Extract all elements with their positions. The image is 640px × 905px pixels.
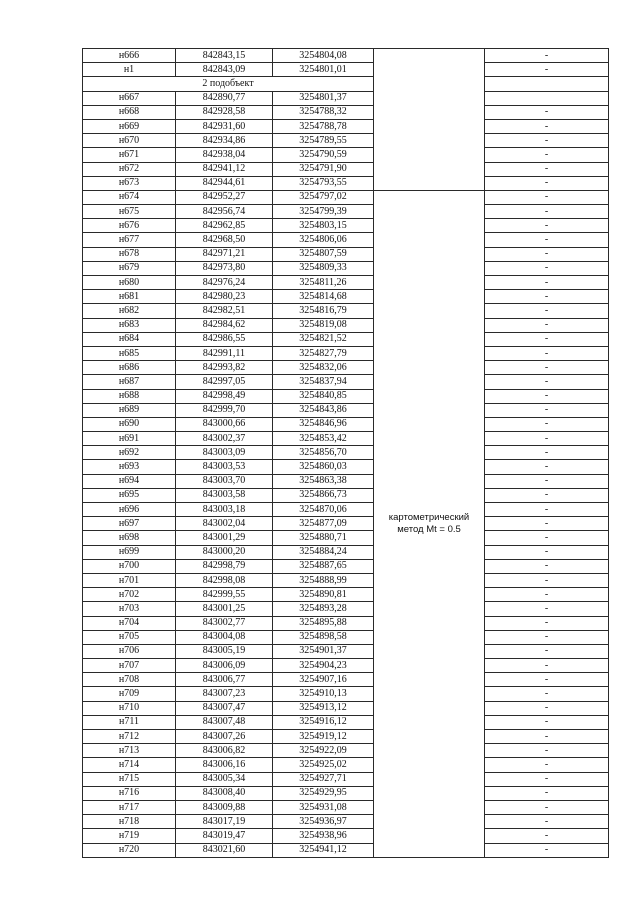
point-number-cell: н686 bbox=[83, 361, 176, 375]
x-coordinate-cell: 843003,70 bbox=[176, 474, 273, 488]
note-cell: - bbox=[485, 403, 609, 417]
x-coordinate-cell: 843007,26 bbox=[176, 730, 273, 744]
y-coordinate-cell: 3254856,70 bbox=[273, 446, 374, 460]
table-row bbox=[83, 261, 609, 275]
table-row bbox=[83, 417, 609, 431]
y-coordinate-cell: 3254927,71 bbox=[273, 772, 374, 786]
note-cell: - bbox=[485, 758, 609, 772]
point-number-cell: н719 bbox=[83, 829, 176, 843]
table-row bbox=[83, 332, 609, 346]
table-row bbox=[83, 829, 609, 843]
point-number-cell: н687 bbox=[83, 375, 176, 389]
point-number-cell: н685 bbox=[83, 346, 176, 360]
x-coordinate-cell: 842982,51 bbox=[176, 304, 273, 318]
point-number-cell: н712 bbox=[83, 730, 176, 744]
note-cell: - bbox=[485, 829, 609, 843]
x-coordinate-cell: 842998,79 bbox=[176, 559, 273, 573]
point-number-cell: н690 bbox=[83, 417, 176, 431]
note-cell: - bbox=[485, 432, 609, 446]
table-row bbox=[83, 205, 609, 219]
table-row bbox=[83, 290, 609, 304]
table-row bbox=[83, 460, 609, 474]
point-number-cell: н710 bbox=[83, 701, 176, 715]
point-number-cell: н681 bbox=[83, 290, 176, 304]
point-number-cell: н694 bbox=[83, 474, 176, 488]
table-row bbox=[83, 389, 609, 403]
x-coordinate-cell: 843005,34 bbox=[176, 772, 273, 786]
x-coordinate-cell: 843003,18 bbox=[176, 503, 273, 517]
point-number-cell: н709 bbox=[83, 687, 176, 701]
note-cell: - bbox=[485, 687, 609, 701]
note-cell: - bbox=[485, 715, 609, 729]
point-number-cell: н674 bbox=[83, 190, 176, 204]
y-coordinate-cell: 3254846,96 bbox=[273, 417, 374, 431]
table-row bbox=[83, 446, 609, 460]
x-coordinate-cell: 842998,49 bbox=[176, 389, 273, 403]
note-cell: - bbox=[485, 49, 609, 63]
table-row bbox=[83, 247, 609, 261]
x-coordinate-cell: 843021,60 bbox=[176, 843, 273, 857]
note-cell: - bbox=[485, 616, 609, 630]
y-coordinate-cell: 3254904,23 bbox=[273, 659, 374, 673]
note-cell: - bbox=[485, 602, 609, 616]
y-coordinate-cell: 3254788,32 bbox=[273, 105, 374, 119]
x-coordinate-cell: 843006,16 bbox=[176, 758, 273, 772]
note-cell: - bbox=[485, 190, 609, 204]
x-coordinate-cell: 842986,55 bbox=[176, 332, 273, 346]
note-cell: - bbox=[485, 162, 609, 176]
point-number-cell: н679 bbox=[83, 261, 176, 275]
x-coordinate-cell: 843003,53 bbox=[176, 460, 273, 474]
x-coordinate-cell: 842980,23 bbox=[176, 290, 273, 304]
x-coordinate-cell: 843001,25 bbox=[176, 602, 273, 616]
y-coordinate-cell: 3254901,37 bbox=[273, 644, 374, 658]
method-cell-empty bbox=[374, 49, 485, 191]
point-number-cell: н683 bbox=[83, 318, 176, 332]
note-cell: - bbox=[485, 332, 609, 346]
x-coordinate-cell: 843009,88 bbox=[176, 800, 273, 814]
x-coordinate-cell: 842999,70 bbox=[176, 403, 273, 417]
y-coordinate-cell: 3254895,88 bbox=[273, 616, 374, 630]
subobject-row bbox=[83, 77, 609, 91]
y-coordinate-cell: 3254877,09 bbox=[273, 517, 374, 531]
table-row bbox=[83, 559, 609, 573]
y-coordinate-cell: 3254803,15 bbox=[273, 219, 374, 233]
note-cell: - bbox=[485, 63, 609, 77]
x-coordinate-cell: 842968,50 bbox=[176, 233, 273, 247]
y-coordinate-cell: 3254819,08 bbox=[273, 318, 374, 332]
note-cell: - bbox=[485, 205, 609, 219]
table-row bbox=[83, 701, 609, 715]
x-coordinate-cell: 843019,47 bbox=[176, 829, 273, 843]
y-coordinate-cell: 3254929,95 bbox=[273, 786, 374, 800]
x-coordinate-cell: 843006,82 bbox=[176, 744, 273, 758]
x-coordinate-cell: 843000,66 bbox=[176, 417, 273, 431]
table-row bbox=[83, 304, 609, 318]
table-row bbox=[83, 815, 609, 829]
y-coordinate-cell: 3254801,01 bbox=[273, 63, 374, 77]
note-cell: - bbox=[485, 446, 609, 460]
x-coordinate-cell: 843002,04 bbox=[176, 517, 273, 531]
y-coordinate-cell: 3254843,86 bbox=[273, 403, 374, 417]
x-coordinate-cell: 843005,19 bbox=[176, 644, 273, 658]
y-coordinate-cell: 3254936,97 bbox=[273, 815, 374, 829]
table-row bbox=[83, 488, 609, 502]
x-coordinate-cell: 842941,12 bbox=[176, 162, 273, 176]
x-coordinate-cell: 842843,15 bbox=[176, 49, 273, 63]
note-cell: - bbox=[485, 417, 609, 431]
y-coordinate-cell: 3254832,06 bbox=[273, 361, 374, 375]
y-coordinate-cell: 3254888,99 bbox=[273, 573, 374, 587]
table-row bbox=[83, 375, 609, 389]
note-cell: - bbox=[485, 361, 609, 375]
point-number-cell: н707 bbox=[83, 659, 176, 673]
table-row bbox=[83, 134, 609, 148]
point-number-cell: н698 bbox=[83, 531, 176, 545]
note-cell: - bbox=[485, 276, 609, 290]
y-coordinate-cell: 3254870,06 bbox=[273, 503, 374, 517]
table-row bbox=[83, 602, 609, 616]
x-coordinate-cell: 842973,80 bbox=[176, 261, 273, 275]
y-coordinate-cell: 3254827,79 bbox=[273, 346, 374, 360]
note-cell: - bbox=[485, 375, 609, 389]
point-number-cell: н714 bbox=[83, 758, 176, 772]
x-coordinate-cell: 842944,61 bbox=[176, 176, 273, 190]
x-coordinate-cell: 842991,11 bbox=[176, 346, 273, 360]
table-row bbox=[83, 588, 609, 602]
x-coordinate-cell: 843002,77 bbox=[176, 616, 273, 630]
y-coordinate-cell: 3254910,13 bbox=[273, 687, 374, 701]
table-row bbox=[83, 49, 609, 63]
note-cell: - bbox=[485, 772, 609, 786]
y-coordinate-cell: 3254789,55 bbox=[273, 134, 374, 148]
note-cell: - bbox=[485, 644, 609, 658]
x-coordinate-cell: 842931,60 bbox=[176, 119, 273, 133]
y-coordinate-cell: 3254816,79 bbox=[273, 304, 374, 318]
y-coordinate-cell: 3254907,16 bbox=[273, 673, 374, 687]
point-number-cell: н667 bbox=[83, 91, 176, 105]
note-cell: - bbox=[485, 460, 609, 474]
x-coordinate-cell: 843006,09 bbox=[176, 659, 273, 673]
x-coordinate-cell: 843003,09 bbox=[176, 446, 273, 460]
coordinates-sheet bbox=[82, 48, 609, 858]
x-coordinate-cell: 843008,40 bbox=[176, 786, 273, 800]
table-row bbox=[83, 730, 609, 744]
subobject-label: 2 подобъект bbox=[83, 77, 374, 91]
y-coordinate-cell: 3254814,68 bbox=[273, 290, 374, 304]
table-row bbox=[83, 233, 609, 247]
y-coordinate-cell: 3254860,03 bbox=[273, 460, 374, 474]
point-number-cell: н705 bbox=[83, 630, 176, 644]
y-coordinate-cell: 3254806,06 bbox=[273, 233, 374, 247]
point-number-cell: н691 bbox=[83, 432, 176, 446]
point-number-cell: н720 bbox=[83, 843, 176, 857]
table-row bbox=[83, 744, 609, 758]
note-cell: - bbox=[485, 105, 609, 119]
table-row bbox=[83, 432, 609, 446]
y-coordinate-cell: 3254799,39 bbox=[273, 205, 374, 219]
point-number-cell: н680 bbox=[83, 276, 176, 290]
y-coordinate-cell: 3254916,12 bbox=[273, 715, 374, 729]
y-coordinate-cell: 3254866,73 bbox=[273, 488, 374, 502]
x-coordinate-cell: 842956,74 bbox=[176, 205, 273, 219]
x-coordinate-cell: 842971,21 bbox=[176, 247, 273, 261]
x-coordinate-cell: 843007,23 bbox=[176, 687, 273, 701]
table-row bbox=[83, 800, 609, 814]
y-coordinate-cell: 3254793,55 bbox=[273, 176, 374, 190]
point-number-cell: н1 bbox=[83, 63, 176, 77]
note-cell: - bbox=[485, 219, 609, 233]
note-cell: - bbox=[485, 389, 609, 403]
point-number-cell: н671 bbox=[83, 148, 176, 162]
point-number-cell: н678 bbox=[83, 247, 176, 261]
note-cell: - bbox=[485, 786, 609, 800]
point-number-cell: н668 bbox=[83, 105, 176, 119]
point-number-cell: н682 bbox=[83, 304, 176, 318]
y-coordinate-cell: 3254938,96 bbox=[273, 829, 374, 843]
x-coordinate-cell: 843006,77 bbox=[176, 673, 273, 687]
note-cell: - bbox=[485, 134, 609, 148]
table-row bbox=[83, 772, 609, 786]
table-row bbox=[83, 318, 609, 332]
y-coordinate-cell: 3254931,08 bbox=[273, 800, 374, 814]
table-row bbox=[83, 687, 609, 701]
note-cell: - bbox=[485, 304, 609, 318]
y-coordinate-cell: 3254890,81 bbox=[273, 588, 374, 602]
point-number-cell: н704 bbox=[83, 616, 176, 630]
note-cell: - bbox=[485, 503, 609, 517]
y-coordinate-cell: 3254880,71 bbox=[273, 531, 374, 545]
note-cell: - bbox=[485, 559, 609, 573]
x-coordinate-cell: 842890,77 bbox=[176, 91, 273, 105]
note-cell: - bbox=[485, 744, 609, 758]
table-row bbox=[83, 162, 609, 176]
point-number-cell: н670 bbox=[83, 134, 176, 148]
point-number-cell: н672 bbox=[83, 162, 176, 176]
x-coordinate-cell: 842962,85 bbox=[176, 219, 273, 233]
note-cell: - bbox=[485, 318, 609, 332]
point-number-cell: н715 bbox=[83, 772, 176, 786]
point-number-cell: н697 bbox=[83, 517, 176, 531]
note-cell: - bbox=[485, 474, 609, 488]
note-cell: - bbox=[485, 346, 609, 360]
table-row bbox=[83, 573, 609, 587]
x-coordinate-cell: 842976,24 bbox=[176, 276, 273, 290]
note-cell: - bbox=[485, 531, 609, 545]
point-number-cell: н701 bbox=[83, 573, 176, 587]
note-cell: - bbox=[485, 247, 609, 261]
table-row bbox=[83, 758, 609, 772]
y-coordinate-cell: 3254893,28 bbox=[273, 602, 374, 616]
point-number-cell: н666 bbox=[83, 49, 176, 63]
x-coordinate-cell: 843017,19 bbox=[176, 815, 273, 829]
y-coordinate-cell: 3254853,42 bbox=[273, 432, 374, 446]
note-cell: - bbox=[485, 659, 609, 673]
table-row bbox=[83, 545, 609, 559]
table-row bbox=[83, 148, 609, 162]
note-cell: - bbox=[485, 488, 609, 502]
note-cell: - bbox=[485, 148, 609, 162]
y-coordinate-cell: 3254788,78 bbox=[273, 119, 374, 133]
note-cell: - bbox=[485, 800, 609, 814]
table-row bbox=[83, 119, 609, 133]
y-coordinate-cell: 3254922,09 bbox=[273, 744, 374, 758]
point-number-cell: н702 bbox=[83, 588, 176, 602]
note-cell: - bbox=[485, 517, 609, 531]
table-row bbox=[83, 630, 609, 644]
y-coordinate-cell: 3254863,38 bbox=[273, 474, 374, 488]
x-coordinate-cell: 843001,29 bbox=[176, 531, 273, 545]
y-coordinate-cell: 3254837,94 bbox=[273, 375, 374, 389]
point-number-cell: н711 bbox=[83, 715, 176, 729]
y-coordinate-cell: 3254913,12 bbox=[273, 701, 374, 715]
y-coordinate-cell: 3254811,26 bbox=[273, 276, 374, 290]
table-row bbox=[83, 403, 609, 417]
point-number-cell: н708 bbox=[83, 673, 176, 687]
point-number-cell: н717 bbox=[83, 800, 176, 814]
x-coordinate-cell: 843000,20 bbox=[176, 545, 273, 559]
y-coordinate-cell: 3254801,37 bbox=[273, 91, 374, 105]
x-coordinate-cell: 843007,48 bbox=[176, 715, 273, 729]
table-row bbox=[83, 63, 609, 77]
point-number-cell: н693 bbox=[83, 460, 176, 474]
table-row bbox=[83, 517, 609, 531]
table-row bbox=[83, 105, 609, 119]
table-row bbox=[83, 276, 609, 290]
note-cell: - bbox=[485, 815, 609, 829]
x-coordinate-cell: 842984,62 bbox=[176, 318, 273, 332]
point-number-cell: н700 bbox=[83, 559, 176, 573]
x-coordinate-cell: 842928,58 bbox=[176, 105, 273, 119]
note-cell: - bbox=[485, 573, 609, 587]
x-coordinate-cell: 842843,09 bbox=[176, 63, 273, 77]
point-number-cell: н677 bbox=[83, 233, 176, 247]
coordinates-table bbox=[82, 48, 609, 858]
x-coordinate-cell: 842999,55 bbox=[176, 588, 273, 602]
table-row bbox=[83, 346, 609, 360]
point-number-cell: н699 bbox=[83, 545, 176, 559]
note-cell: - bbox=[485, 233, 609, 247]
y-coordinate-cell: 3254840,85 bbox=[273, 389, 374, 403]
x-coordinate-cell: 842998,08 bbox=[176, 573, 273, 587]
table-row bbox=[83, 219, 609, 233]
note-cell: - bbox=[485, 630, 609, 644]
survey-method-line2: метод Mt = 0.5 bbox=[397, 523, 461, 535]
note-cell: - bbox=[485, 176, 609, 190]
point-number-cell: н669 bbox=[83, 119, 176, 133]
note-cell: - bbox=[485, 545, 609, 559]
table-row bbox=[83, 715, 609, 729]
point-number-cell: н695 bbox=[83, 488, 176, 502]
table-row bbox=[83, 616, 609, 630]
point-number-cell: н696 bbox=[83, 503, 176, 517]
y-coordinate-cell: 3254925,02 bbox=[273, 758, 374, 772]
survey-method-line1: картометрический bbox=[388, 511, 470, 523]
x-coordinate-cell: 842997,05 bbox=[176, 375, 273, 389]
coordinates-table-body bbox=[83, 49, 609, 858]
note-cell: - bbox=[485, 843, 609, 857]
note-cell: - bbox=[485, 730, 609, 744]
y-coordinate-cell: 3254898,58 bbox=[273, 630, 374, 644]
point-number-cell: н692 bbox=[83, 446, 176, 460]
table-row bbox=[83, 673, 609, 687]
x-coordinate-cell: 843003,58 bbox=[176, 488, 273, 502]
table-row bbox=[83, 190, 609, 204]
y-coordinate-cell: 3254797,02 bbox=[273, 190, 374, 204]
point-number-cell: н688 bbox=[83, 389, 176, 403]
note-cell: - bbox=[485, 673, 609, 687]
table-row bbox=[83, 786, 609, 800]
note-cell: - bbox=[485, 119, 609, 133]
x-coordinate-cell: 843007,47 bbox=[176, 701, 273, 715]
table-row bbox=[83, 659, 609, 673]
note-cell: - bbox=[485, 588, 609, 602]
y-coordinate-cell: 3254884,24 bbox=[273, 545, 374, 559]
note-cell: - bbox=[485, 261, 609, 275]
point-number-cell: н675 bbox=[83, 205, 176, 219]
point-number-cell: н689 bbox=[83, 403, 176, 417]
y-coordinate-cell: 3254790,59 bbox=[273, 148, 374, 162]
point-number-cell: н716 bbox=[83, 786, 176, 800]
x-coordinate-cell: 842938,04 bbox=[176, 148, 273, 162]
table-row bbox=[83, 503, 609, 517]
y-coordinate-cell: 3254941,12 bbox=[273, 843, 374, 857]
point-number-cell: н703 bbox=[83, 602, 176, 616]
x-coordinate-cell: 843004,08 bbox=[176, 630, 273, 644]
y-coordinate-cell: 3254791,90 bbox=[273, 162, 374, 176]
x-coordinate-cell: 842934,86 bbox=[176, 134, 273, 148]
table-row bbox=[83, 176, 609, 190]
table-row bbox=[83, 644, 609, 658]
table-row bbox=[83, 843, 609, 857]
y-coordinate-cell: 3254804,08 bbox=[273, 49, 374, 63]
table-row bbox=[83, 91, 609, 105]
point-number-cell: н673 bbox=[83, 176, 176, 190]
x-coordinate-cell: 842952,27 bbox=[176, 190, 273, 204]
point-number-cell: н684 bbox=[83, 332, 176, 346]
note-cell bbox=[485, 77, 609, 91]
y-coordinate-cell: 3254919,12 bbox=[273, 730, 374, 744]
note-cell: - bbox=[485, 290, 609, 304]
y-coordinate-cell: 3254807,59 bbox=[273, 247, 374, 261]
table-row bbox=[83, 474, 609, 488]
survey-method-cell bbox=[374, 190, 485, 857]
note-cell: - bbox=[485, 701, 609, 715]
x-coordinate-cell: 843002,37 bbox=[176, 432, 273, 446]
y-coordinate-cell: 3254809,33 bbox=[273, 261, 374, 275]
table-row bbox=[83, 531, 609, 545]
note-cell bbox=[485, 91, 609, 105]
point-number-cell: н718 bbox=[83, 815, 176, 829]
point-number-cell: н676 bbox=[83, 219, 176, 233]
point-number-cell: н706 bbox=[83, 644, 176, 658]
y-coordinate-cell: 3254821,52 bbox=[273, 332, 374, 346]
point-number-cell: н713 bbox=[83, 744, 176, 758]
y-coordinate-cell: 3254887,65 bbox=[273, 559, 374, 573]
x-coordinate-cell: 842993,82 bbox=[176, 361, 273, 375]
table-row bbox=[83, 361, 609, 375]
